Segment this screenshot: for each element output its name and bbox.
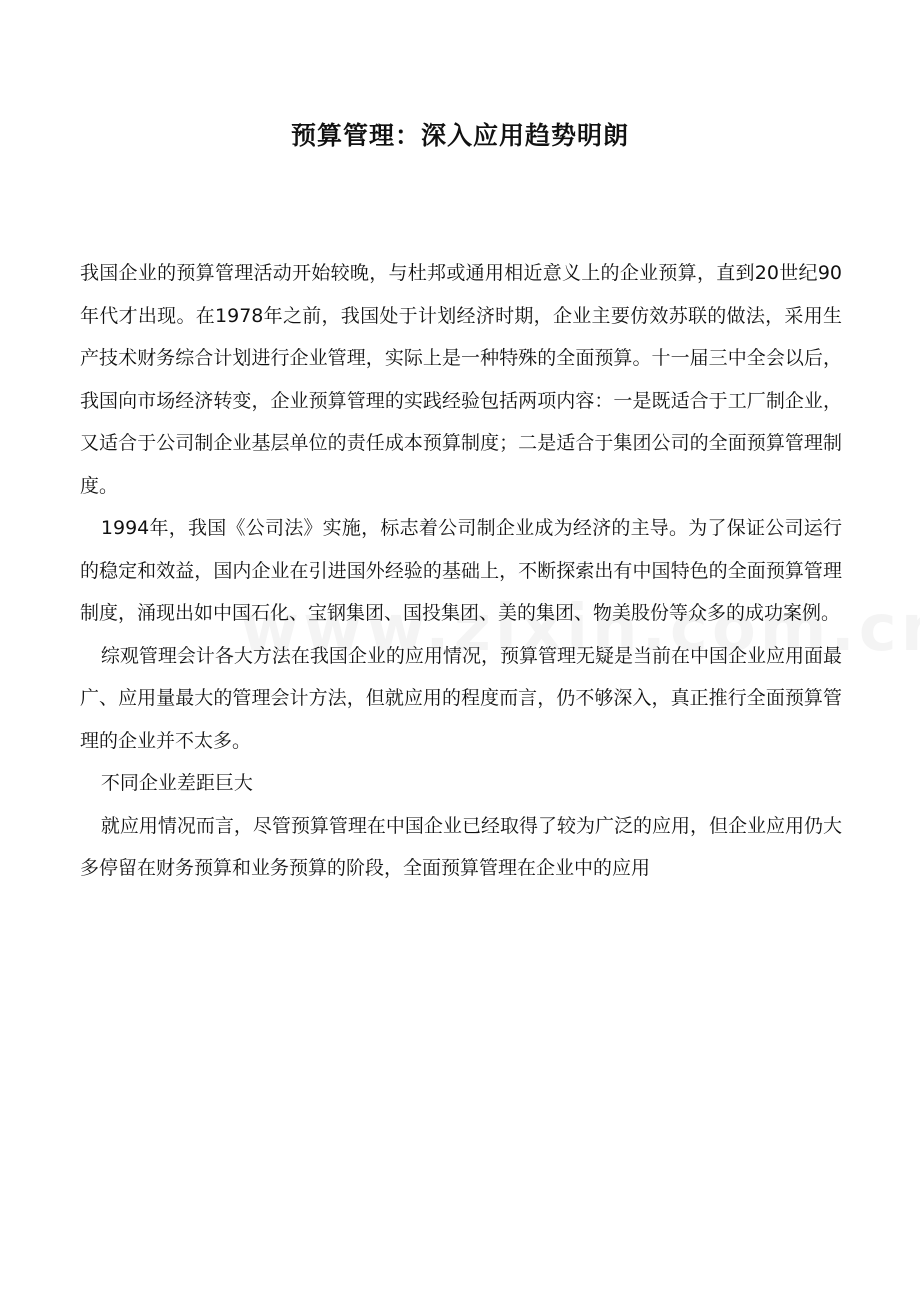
document-body [80,252,842,890]
section-heading: 不同企业差距巨大 [100,772,253,794]
document-title: 预算管理：深入应用趋势明朗 [290,121,629,150]
paragraph-2: 1994年，我国《公司法》实施，标志着公司制企业成为经济的主导。为了保证公司运行的稳定和效益，国内企业在引进国外经验的基础上，不断探索出有中国特色的全面预算管理制度，涌现出如中国石化、宝钢集团、国投集团、美的集团、物美股份等众多的成功案例。 [80,517,842,624]
paragraph-1: 我国企业的预算管理活动开始较晚，与杜邦或通用相近意义上的企业预算，直到20世纪90年代才出现。在1978年之前，我国处于计划经济时期，企业主要仿效苏联的做法，采用生产技术财务综合计划进行企业管理，实际上是一种特殊的全面预算。十一届三中全会以后，我国向市场经济转变，企业预算管理的实践经验包括两项内容：一是既适合于工厂制企业，又适合于公司制企业基层单位的责任成本预算制度；二是适合于集团公司的全面预算管理制度。 [80,262,842,497]
paragraph-3: 综观管理会计各大方法在我国企业的应用情况，预算管理无疑是当前在中国企业应用面最广、应用量最大的管理会计方法，但就应用的程度而言，仍不够深入，真正推行全面预算管理的企业并不太多。 [80,644,842,752]
paragraph-4: 就应用情况而言，尽管预算管理在中国企业已经取得了较为广泛的应用，但企业应用仍大多停留在财务预算和业务预算的阶段，全面预算管理在企业中的应用 [80,814,842,879]
